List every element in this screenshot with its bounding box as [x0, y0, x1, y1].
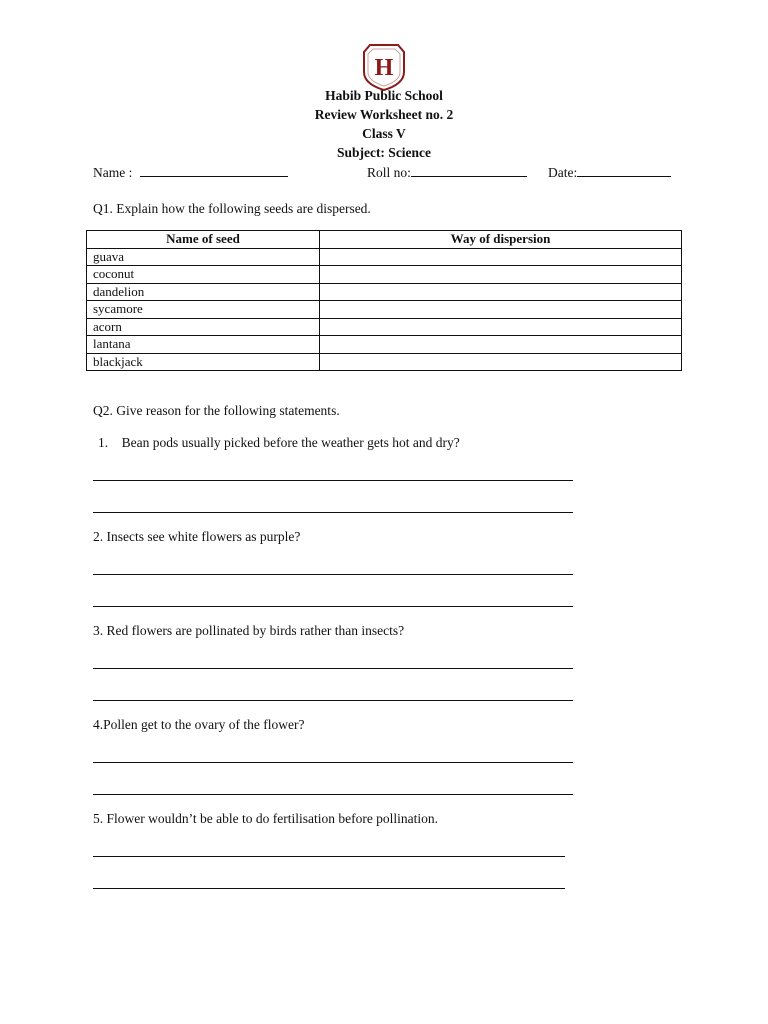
date-blank[interactable]: [577, 164, 671, 177]
answer-line[interactable]: [93, 856, 565, 857]
name-field[interactable]: [93, 164, 288, 181]
table-row: [87, 318, 682, 336]
seed-name: dandelion: [87, 283, 320, 301]
seed-name: coconut: [87, 266, 320, 284]
table-header-row: [87, 231, 682, 249]
table-row: [87, 301, 682, 319]
col-header-seed: Name of seed: [87, 231, 320, 249]
dispersion-cell[interactable]: [320, 248, 682, 266]
answer-line[interactable]: [93, 512, 573, 513]
answer-line[interactable]: [93, 700, 573, 701]
dispersion-cell[interactable]: [320, 301, 682, 319]
q2-item-4: 4.Pollen get to the ovary of the flower?: [93, 717, 305, 732]
roll-label: Roll no:: [367, 165, 411, 180]
answer-line[interactable]: [93, 888, 565, 889]
seed-name: sycamore: [87, 301, 320, 319]
roll-blank[interactable]: [411, 164, 527, 177]
table-row: [87, 283, 682, 301]
class-label: Class V: [362, 126, 406, 141]
table-row: [87, 248, 682, 266]
q2-item-1: 1. Bean pods usually picked before the weather gets hot and dry?: [98, 435, 460, 450]
answer-line[interactable]: [93, 668, 573, 669]
logo-letter: H: [374, 55, 394, 81]
subject-label: Subject: Science: [336, 145, 432, 160]
seed-name: blackjack: [87, 353, 320, 371]
dispersion-cell[interactable]: [320, 336, 682, 354]
roll-field[interactable]: [367, 164, 527, 181]
name-blank[interactable]: [140, 164, 288, 177]
q1-prompt: Q1. Explain how the following seeds are dispersed.: [93, 201, 371, 216]
answer-line[interactable]: [93, 574, 573, 575]
seed-name: acorn: [87, 318, 320, 336]
date-label: Date:: [548, 165, 578, 180]
answer-line[interactable]: [93, 794, 573, 795]
dispersion-cell[interactable]: [320, 283, 682, 301]
q2-item-2: 2. Insects see white flowers as purple?: [93, 529, 301, 544]
date-field[interactable]: [548, 164, 671, 181]
q2-item-3: 3. Red flowers are pollinated by birds rather than insects?: [93, 623, 405, 638]
school-logo: [361, 42, 407, 92]
dispersion-cell[interactable]: [320, 318, 682, 336]
q2-prompt: Q2. Give reason for the following statements.: [93, 403, 340, 418]
school-name: Habib Public School: [325, 88, 443, 103]
name-label: Name :: [93, 165, 133, 180]
seed-dispersal-table: [86, 230, 682, 371]
q2-item-5: 5. Flower wouldn’t be able to do fertilisation before pollination.: [93, 811, 439, 826]
dispersion-cell[interactable]: [320, 353, 682, 371]
answer-line[interactable]: [93, 480, 573, 481]
table-row: [87, 336, 682, 354]
seed-name: lantana: [87, 336, 320, 354]
table-row: [87, 353, 682, 371]
col-header-dispersion: Way of dispersion: [320, 231, 682, 249]
seed-name: guava: [87, 248, 320, 266]
answer-line[interactable]: [93, 762, 573, 763]
table-row: [87, 266, 682, 284]
dispersion-cell[interactable]: [320, 266, 682, 284]
answer-line[interactable]: [93, 606, 573, 607]
worksheet-title: Review Worksheet no. 2: [314, 107, 454, 122]
